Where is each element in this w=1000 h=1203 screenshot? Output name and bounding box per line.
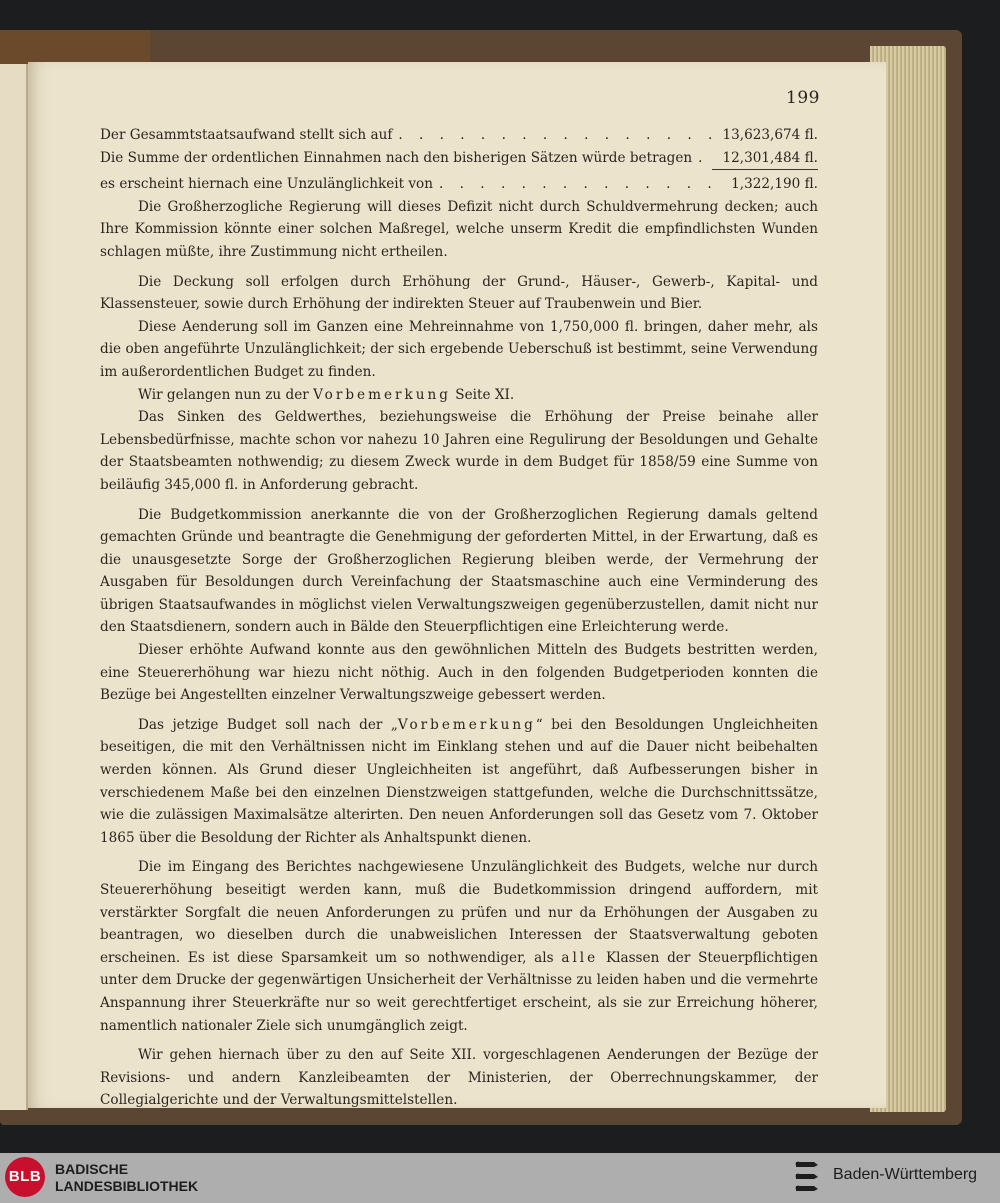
leader-dots [439, 173, 712, 196]
library-name[interactable] [55, 1161, 198, 1195]
paragraph-coverage: Die Deckung soll erfolgen durch Erhöhung der Grund-, Häuser-, Gewerb-, Kapital- und Klassensteuer, sowie durch Erhöhung der indirekten Steuer auf Traubenwein und Bier. [100, 273, 818, 313]
page-number: 199 [786, 88, 820, 108]
emphasis-spaced: alle [561, 949, 599, 966]
emphasis-spaced: Vorbemerkung [313, 386, 451, 403]
text-run: Das jetzige Budget soll nach der „ [138, 716, 398, 733]
text-run: Wir gelangen nun zu der [138, 386, 314, 403]
emphasis-spaced: Vorbemerkung [397, 716, 536, 733]
budget-row-ordinary-income [100, 147, 818, 170]
paragraph-additional-income: Diese Aenderung soll im Ganzen eine Mehreinnahme von 1,750,000 fl. bringen, daher mehr, als die oben angeführte Unzulänglichkeit; der sich ergebende Ueberschuß ist bestimmt, seine Verwendung im außerordentlichen Budget zu finden. [100, 318, 818, 380]
paragraph-vorbemerkung-intro [100, 384, 818, 407]
paragraph-money-value: Das Sinken des Geldwerthes, beziehungsweise die Erhöhung der Preise beinahe aller Lebensbedürfnisse, machte schon vor nahezu 10 Jahren eine Regulirung der Besoldungen und Gehalte der Staatsbeamten nothwendig; zu diesem Zweck wurde in dem Budget für 1858/59 eine Summe von beiläufig 345,000 fl. in Anforderung gebracht. [100, 409, 818, 493]
paragraph-closing: Wir gehen hiernach über zu den auf Seite XII. vorgeschlagenen Aenderungen der Bezüge der Revisions- und andern Kanzleibeamten der Ministerien, der Oberrechnungskammer, der Collegialgerichte und der Verwaltungsmittelstellen. [100, 1047, 818, 1109]
page-text [100, 124, 818, 1112]
leader-dots [698, 147, 712, 170]
facing-page-edge [0, 64, 28, 1110]
budget-row-amount: 1,322,190 fl. [731, 176, 818, 193]
text-run: “ bei den Besoldungen Ungleichheiten beseitigen, die mit den Verhältnissen nicht im Einklang stehen und auf die Dauer nicht beibehalten werden können. Als Grund dieser Ungleichheiten ist angeführt, daß Aufbesserungen bisher in verschiedenem Maße bei den einzelnen Dienstzweigen stattgefunden, welche die Durchschnittssätze, wie die zulässigen Maximalsätze alterirten. Den neuen Anforderungen soll das Gesetz vom 7. Oktober 1865 über die Besoldung der Richter als Anhaltspunkt dienen. [100, 716, 818, 846]
state-label[interactable]: Baden-Württemberg [833, 1166, 978, 1183]
budget-row-deficit [100, 173, 818, 196]
text-run: Seite XI. [450, 386, 515, 403]
budget-row-total-expense [100, 124, 818, 147]
three-lions-crest-icon[interactable] [792, 1158, 822, 1196]
budget-row-label: es erscheint hiernach eine Unzulänglichkeit von [100, 176, 434, 193]
budget-row-label: Die Summe der ordentlichen Einnahmen nach den bisherigen Sätzen würde betragen [100, 149, 693, 166]
paragraph-insufficiency [100, 856, 818, 1037]
paragraph-current-budget [100, 714, 818, 850]
library-name-line2: LANDESBIBLIOTHEK [55, 1178, 199, 1194]
blb-logo[interactable]: BLB [5, 1157, 45, 1197]
paragraph-budget-commission: Die Budgetkommission anerkannte die von der Großherzoglichen Regierung damals geltend gemachten Gründe und beantragte die Genehmigung der geforderten Mittel, in der Erwartung, daß es die unausgesetzte Sorge der Großherzoglichen Regierung bleiben werde, der Vermehrung der Ausgaben für Besoldungen durch Vereinfachung der Staatsmaschine auch eine Verminderung des übrigen Staatsaufwandes in möglichst vielen Verwaltungszweigen gegenüberzustellen, damit nicht nur den Staatsdienern, sondern auch in Bälde den Steuerpflichtigen eine Erleichterung werde. [100, 506, 818, 636]
paragraph-increased-expense: Dieser erhöhte Aufwand konnte aus den gewöhnlichen Mitteln des Budgets bestritten werden, eine Steuererhöhung war hiezu nicht nöthig. Auch in den folgenden Budgetperioden konnten die Bezüge bei Angestellten einzelner Verwaltungszweige gebessert werden. [100, 642, 818, 704]
book-spine-edge [0, 30, 150, 66]
budget-row-label: Der Gesammtstaatsaufwand stellt sich auf [100, 127, 393, 143]
library-name-line1: BADISCHE [55, 1161, 129, 1177]
text-run: Klassen der Steuerpflichtigen unter dem Drucke der gegenwärtigen Unsicherheit der Verhältnisse zu leiden haben und die vermehrte Anspannung ihrer Steuerkräfte nur so weit gerechtfertiget erscheint, als sie zur Erreichung höherer, namentlich nationaler Ziele sich unumgänglich zeigt. [100, 949, 818, 1034]
budget-row-amount: 12,301,484 fl. [722, 149, 818, 166]
paragraph-deficit: Die Großherzogliche Regierung will dieses Defizit nicht durch Schuldvermehrung decken; auch Ihre Kommission könnte einer solchen Maßregel, welche unserm Kredit die empfindlichsten Wunden schlagen müßte, ihre Zustimmung nicht ertheilen. [100, 198, 818, 260]
leader-dots [398, 124, 712, 147]
budget-row-amount: 13,623,674 fl. [722, 127, 818, 143]
text-run: Die im Eingang des Berichtes nachgewiesene Unzulänglichkeit des Budgets, welche nur durch Steuererhöhung beseitigt werden kann, muß die Budetkommission dringend auffordern, mit verstärkter Sorgfalt die neuen Anforderungen zu prüfen und nur da Erhöhungen der Ausgaben zu beantragen, wo dieselben durch die unabweislichen Interessen der Staatsverwaltung geboten erscheinen. Es ist diese Sparsamkeit um so nothwendiger, als [100, 859, 818, 966]
